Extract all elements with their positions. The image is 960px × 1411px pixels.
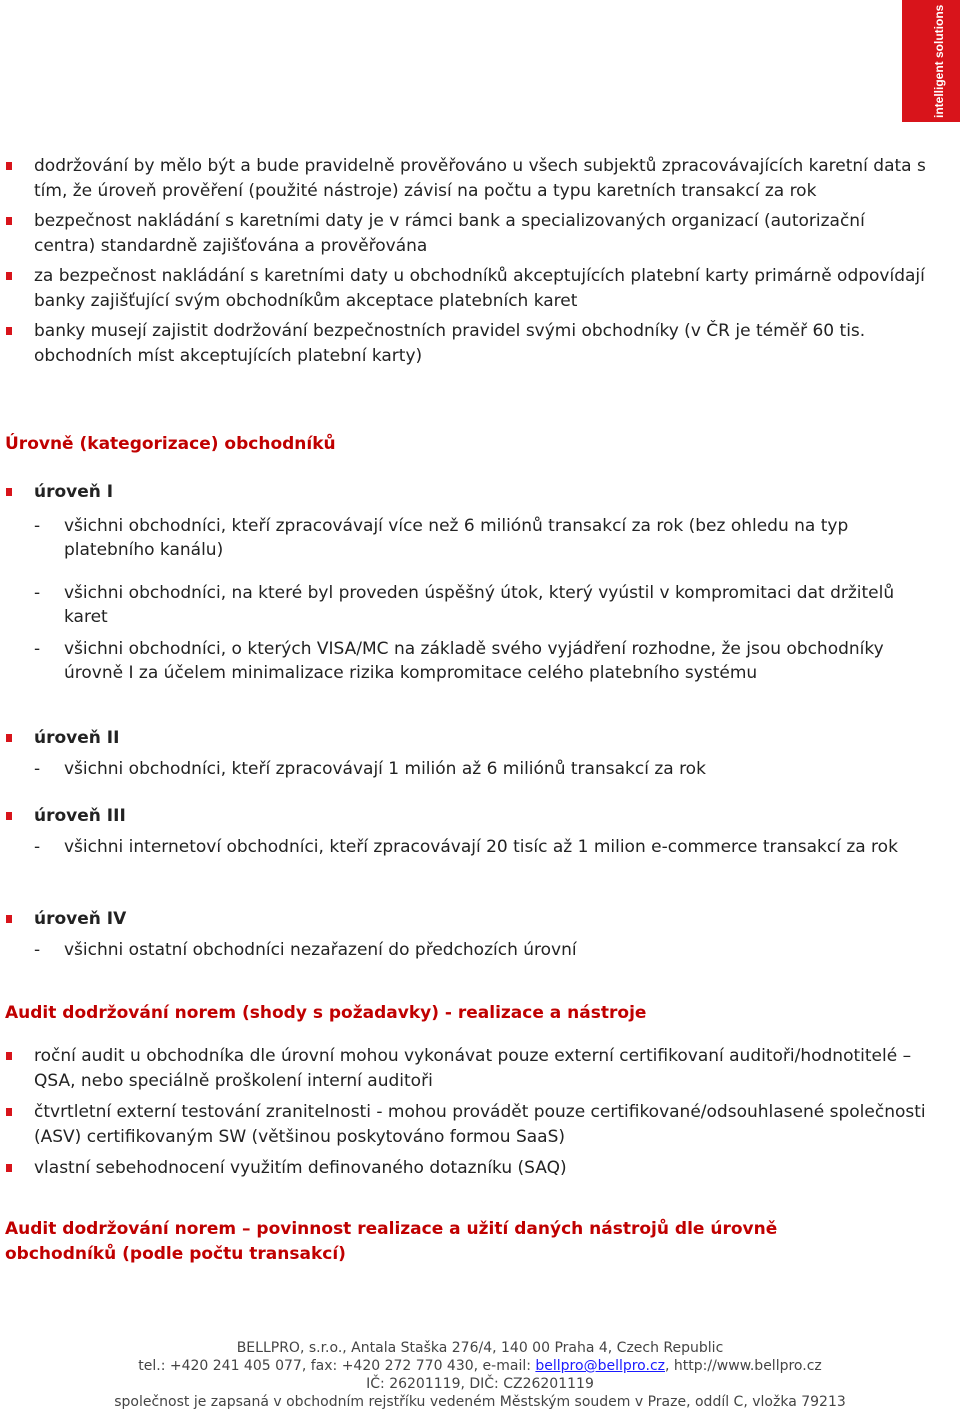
footer-contact: tel.: +420 241 405 077, fax: +420 272 770 430, e-mail: bellpro@bellpro.cz, http://www.bellpro.cz bbox=[138, 1358, 822, 1374]
bullet-square-icon bbox=[6, 272, 12, 280]
level-item: - všichni obchodníci, o kterých VISA/MC na základě svého vyjádření rozhodne, že jsou obchodníky úrovně I za účelem minimalizace rizika kompromitace celého platebního systému bbox=[34, 638, 884, 683]
brand-tagline: intelligent solutions bbox=[932, 4, 946, 118]
obligation-heading: Audit dodržování norem – povinnost realizace a užití daných nástrojů dle úrovně obchodníků (podle počtu transakcí) bbox=[5, 1219, 778, 1264]
level-title: úroveň IV bbox=[0, 907, 930, 932]
levels-heading: Úrovně (kategorizace) obchodníků bbox=[5, 434, 336, 454]
level-2-block bbox=[0, 726, 930, 781]
level-title: úroveň I bbox=[0, 480, 930, 505]
intro-bullet-list bbox=[0, 154, 930, 368]
bullet-square-icon bbox=[6, 162, 12, 170]
bullet-square-icon bbox=[6, 327, 12, 335]
audit-heading: Audit dodržování norem (shody s požadavky) - realizace a nástroje bbox=[5, 1003, 647, 1023]
bullet-square-icon bbox=[6, 217, 12, 225]
list-item: roční audit u obchodníka dle úrovní mohou vykonávat pouze externí certifikovaní auditoři/hodnotitelé – QSA, nebo speciálně proškolení interní auditoři bbox=[0, 1044, 930, 1093]
bullet-square-icon bbox=[6, 1052, 12, 1060]
footer-registry: společnost je zapsaná v obchodním rejstříku vedeném Městským soudem v Praze, oddíl C, vložka 79213 bbox=[114, 1394, 846, 1410]
bullet-square-icon bbox=[6, 488, 12, 496]
brand-tab bbox=[902, 0, 960, 122]
list-item: banky musejí zajistit dodržování bezpečnostních pravidel svými obchodníky (v ČR je téměř 60 tis. obchodních míst akceptujících platební karty) bbox=[0, 319, 930, 368]
level-4-block bbox=[0, 907, 930, 962]
list-item: čtvrtletní externí testování zranitelnosti - mohou provádět pouze certifikované/odsouhlasené společnosti (ASV) certifikovaným SW (většinou poskytováno formou SaaS) bbox=[0, 1100, 930, 1149]
bullet-square-icon bbox=[6, 734, 12, 742]
level-item: - všichni obchodníci, kteří zpracovávají 1 milión až 6 miliónů transakcí za rok bbox=[34, 758, 706, 779]
list-item: bezpečnost nakládání s karetními daty je v rámci bank a specializovaných organizací (autorizační centra) standardně zajišťována a prověřována bbox=[0, 209, 930, 258]
footer-ids: IČ: 26201119, DIČ: CZ26201119 bbox=[366, 1376, 594, 1392]
bullet-square-icon bbox=[6, 1108, 12, 1116]
level-title: úroveň III bbox=[0, 804, 930, 829]
company-footer bbox=[0, 1339, 960, 1411]
level-item: - všichni obchodníci, kteří zpracovávají více než 6 miliónů transakcí za rok (bez ohledu na typ platebního kanálu) bbox=[34, 515, 849, 560]
level-1-block bbox=[0, 480, 930, 686]
level-title: úroveň II bbox=[0, 726, 930, 751]
bullet-square-icon bbox=[6, 812, 12, 820]
list-item: dodržování by mělo být a bude pravidelně prověřováno u všech subjektů zpracovávajících karetní data s tím, že úroveň prověření (použité nástroje) závisí na počtu a typu karetních transakcí za rok bbox=[0, 154, 930, 203]
level-item: - všichni internetoví obchodníci, kteří zpracovávají 20 tisíc až 1 milion e-commerce transakcí za rok bbox=[34, 836, 898, 857]
footer-address: BELLPRO, s.r.o., Antala Staška 276/4, 140 00 Praha 4, Czech Republic bbox=[236, 1340, 724, 1356]
audit-bullet-list bbox=[0, 1044, 930, 1181]
level-item: - všichni obchodníci, na které byl proveden úspěšný útok, který vyústil v kompromitaci dat držitelů karet bbox=[34, 582, 895, 627]
level-3-block bbox=[0, 804, 930, 859]
email-link[interactable]: bellpro@bellpro.cz bbox=[535, 1358, 665, 1374]
bullet-square-icon bbox=[6, 915, 12, 923]
list-item: vlastní sebehodnocení využitím definovaného dotazníku (SAQ) bbox=[0, 1156, 930, 1181]
list-item: za bezpečnost nakládání s karetními daty u obchodníků akceptujících platební karty primárně odpovídají banky zajišťující svým obchodníkům akceptace platebních karet bbox=[0, 264, 930, 313]
bullet-square-icon bbox=[6, 1164, 12, 1172]
level-item: - všichni ostatní obchodníci nezařazení do předchozích úrovní bbox=[34, 939, 577, 960]
